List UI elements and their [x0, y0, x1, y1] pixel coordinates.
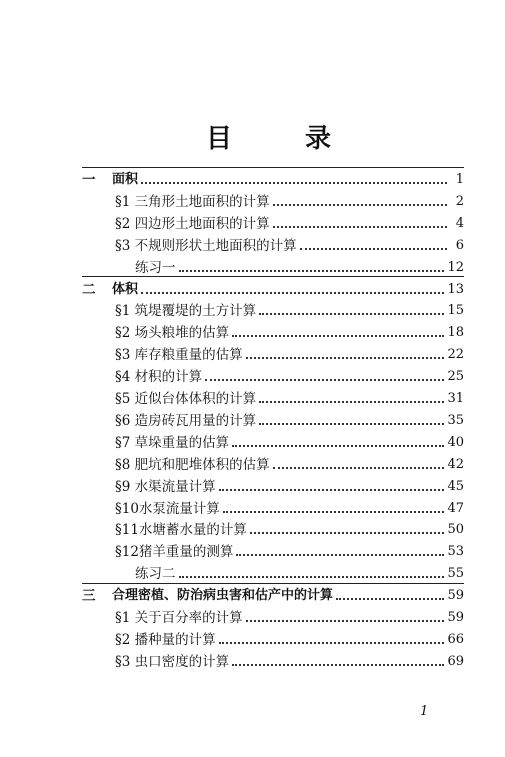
entry-page-number: 35 — [447, 412, 464, 428]
chapter-number: 三 — [82, 588, 96, 605]
entry-label: §12猪羊重量的测算 — [115, 544, 234, 561]
toc-chapter-entry[interactable] — [82, 582, 464, 604]
dot-leader — [250, 531, 445, 534]
entry-page-number: 25 — [447, 369, 464, 385]
toc-entry[interactable] — [82, 604, 464, 626]
toc-entry[interactable] — [82, 188, 464, 210]
toc-entry[interactable] — [82, 451, 464, 473]
dot-leader — [179, 269, 445, 272]
entry-page-number: 53 — [447, 544, 464, 560]
toc-entry[interactable] — [82, 429, 464, 451]
toc-entry[interactable] — [82, 341, 464, 363]
entry-label: §3 不规则形状土地面积的计算 — [115, 237, 297, 254]
toc-entry[interactable] — [82, 385, 464, 407]
entry-label: 合理密植、防治病虫害和估产中的计算 — [112, 588, 334, 604]
toc-entry[interactable] — [82, 626, 464, 648]
page-number: 1 — [420, 704, 429, 719]
entry-label: §2 场头粮堆的估算 — [115, 325, 230, 342]
entry-page-number: 18 — [447, 325, 464, 341]
toc-entry[interactable] — [82, 473, 464, 495]
page-title: 目 录 — [205, 124, 364, 154]
entry-label: §1 筑堤覆堤的土方计算 — [115, 303, 257, 320]
entry-page-number: 55 — [447, 566, 464, 582]
toc-entry[interactable] — [82, 297, 464, 319]
entry-label: §4 材积的计算 — [115, 369, 203, 386]
entry-label: 练习一 — [135, 259, 176, 276]
entry-label: §3 虫口密度的计算 — [115, 653, 230, 670]
entry-page-number: 66 — [447, 631, 464, 647]
chapter-number: 一 — [82, 172, 96, 188]
toc-chapter-entry[interactable] — [82, 276, 464, 298]
entry-label: §5 近似台体体积的计算 — [115, 391, 257, 407]
entry-page-number: 15 — [447, 303, 464, 319]
toc-entry[interactable] — [82, 254, 464, 276]
entry-label: 面积 — [112, 172, 139, 187]
dot-leader — [232, 444, 444, 447]
toc-entry[interactable] — [82, 648, 464, 670]
dot-leader — [141, 291, 444, 294]
dot-leader — [246, 356, 445, 359]
dot-leader — [273, 225, 447, 228]
entry-page-number: 69 — [447, 653, 464, 669]
entry-page-number: 59 — [447, 610, 464, 625]
dot-leader — [336, 597, 444, 600]
entry-page-number: 31 — [447, 391, 464, 406]
toc-entry[interactable] — [82, 495, 464, 517]
entry-page-number: 45 — [447, 478, 464, 494]
entry-page-number: 59 — [447, 588, 464, 604]
entry-label: §6 造房砖瓦用量的计算 — [115, 412, 257, 429]
dot-leader — [205, 378, 444, 381]
entry-page-number: 22 — [447, 347, 464, 363]
entry-page-number: 50 — [447, 522, 464, 538]
dot-leader — [219, 641, 445, 644]
dot-leader — [246, 619, 445, 622]
entry-label: §10水泵流量计算 — [115, 500, 220, 517]
entry-label: §2 播种量的计算 — [115, 631, 216, 648]
entry-page-number: 4 — [455, 215, 464, 231]
entry-label: §8 肥坑和肥堆体积的估算 — [115, 456, 270, 473]
entry-label: §3 库存粮重量的估算 — [115, 347, 243, 364]
entry-label: §7 草垛重量的估算 — [115, 434, 230, 451]
entry-label: §1 关于百分率的计算 — [115, 610, 243, 626]
entry-page-number: 13 — [447, 281, 464, 297]
entry-label: 练习二 — [135, 566, 176, 583]
entry-label: 体积 — [112, 281, 139, 297]
chapter-number: 二 — [82, 281, 96, 298]
dot-leader — [273, 466, 445, 469]
entry-page-number: 47 — [447, 500, 464, 516]
toc-entry[interactable] — [82, 516, 464, 538]
toc-entry[interactable] — [82, 319, 464, 341]
toc-entry[interactable] — [82, 560, 464, 582]
entry-label: §1 三角形土地面积的计算 — [115, 193, 270, 210]
dot-leader — [259, 312, 444, 315]
entry-page-number: 6 — [455, 237, 464, 253]
entry-label: §9 水渠流量计算 — [115, 478, 216, 495]
toc-entry[interactable] — [82, 210, 464, 232]
dot-leader — [259, 400, 444, 403]
toc-entry[interactable] — [82, 407, 464, 429]
entry-label: §2 四边形土地面积的计算 — [115, 215, 270, 232]
toc-entry[interactable] — [82, 538, 464, 560]
dot-leader — [223, 510, 445, 513]
dot-leader — [179, 575, 445, 578]
dot-leader — [300, 247, 447, 250]
toc-entry[interactable] — [82, 363, 464, 385]
entry-page-number: 40 — [447, 434, 464, 450]
dot-leader — [236, 553, 444, 556]
entry-page-number: 2 — [455, 193, 464, 209]
dot-leader — [232, 334, 444, 337]
dot-leader — [232, 663, 444, 666]
toc-chapter-entry[interactable] — [82, 166, 464, 188]
entry-page-number: 12 — [447, 259, 464, 275]
dot-leader — [141, 181, 447, 184]
entry-page-number: 42 — [447, 456, 464, 472]
dot-leader — [259, 422, 444, 425]
entry-label: §11水塘蓄水量的计算 — [115, 522, 247, 539]
toc-entry[interactable] — [82, 232, 464, 254]
dot-leader — [219, 488, 445, 491]
dot-leader — [273, 203, 447, 206]
entry-page-number: 1 — [455, 172, 464, 187]
